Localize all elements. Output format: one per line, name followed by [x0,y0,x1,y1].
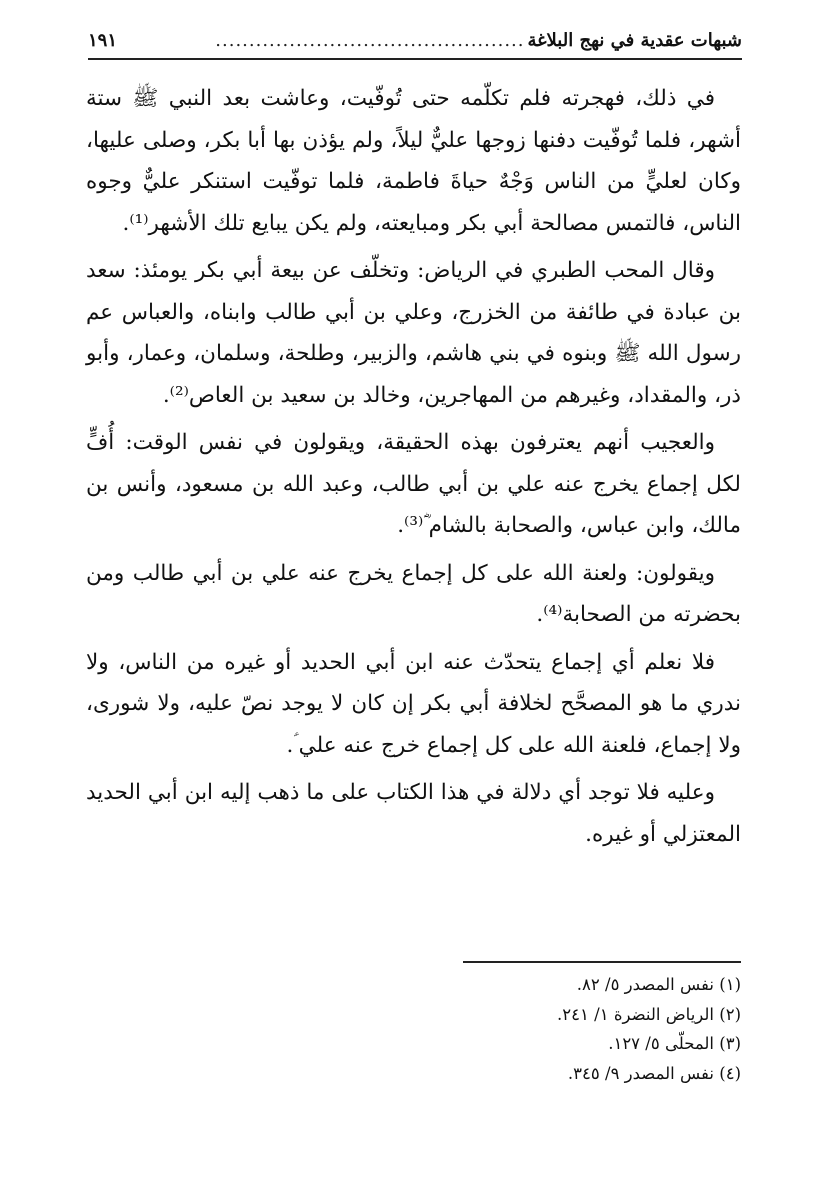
paragraph: وقال المحب الطبري في الرياض: وتخلّف عن بيعة أبي بكر يومئذ: سعد بن عبادة في طائفة من الخزرج، وعلي بن أبي طالب وابناه، والعباس عم رسول الله ﷺ وبنوه في بني هاشم، والزبير، وطلحة، وسلمان، وعمار، وأبو ذر، والمقداد، وغيرهم من المهاجرين، وخالد بن سعيد بن العاص⁽²⁾. [86,258,741,408]
header-dot-leader: .............................................. [215,30,525,51]
footnote-separator [463,961,741,963]
footnote: (١) نفس المصدر ٥/ ٨٢. [576,975,741,994]
header-rule [88,58,742,60]
header-title: شبهات عقدية في نهج البلاغة [527,30,742,51]
paragraph: ويقولون: ولعنة الله على كل إجماع يخرج عنه علي بن أبي طالب ومن بحضرته من الصحابة⁽⁴⁾. [86,560,741,627]
paragraph: فلا نعلم أي إجماع يتحدّث عنه ابن أبي الحديد أو غيره من الناس، ولا ندري ما هو المصحَّح لخلافة أبي بكر إن كان لا يوجد نصّ عليه، ولا شورى، ولا إجماع، فلعنة الله على كل إجماع خرج عنه علي ؑ. [86,649,741,758]
body-text [86,78,741,861]
paragraph: في ذلك، فهجرته فلم تكلّمه حتى تُوفّيت، وعاشت بعد النبي ﷺ ستة أشهر، فلما تُوفّيت دفنها زوجها عليٌّ ليلاً، ولم يؤذن بها أبا بكر، وصلى عليها، وكان لعليٍّ من الناس وَجْهٌ حياةَ فاطمة، فلما توفّيت استنكر عليٌّ وجوه الناس، فالتمس مصالحة أبي بكر ومبايعته، ولم يكن يبايع تلك الأشهر⁽¹⁾. [86,86,741,236]
footnote: (٤) نفس المصدر ٩/ ٣٤٥. [567,1063,741,1083]
footnotes [300,970,741,1088]
paragraph: والعجيب أنهم يعترفون بهذه الحقيقة، ويقولون في نفس الوقت: أُفٍّ لكل إجماع يخرج عنه علي بن أبي طالب، وعبد الله بن مسعود، وأنس بن مالك، وابن عباس، والصحابة بالشام ؓ⁽³⁾. [86,430,741,538]
page-number: ١٩١ [88,30,118,51]
running-header [88,30,742,51]
footnote: (٢) الرياض النضرة ١/ ٢٤١. [557,1004,741,1024]
paragraph: وعليه فلا توجد أي دلالة في هذا الكتاب على ما ذهب إليه ابن أبي الحديد المعتزلي أو غيره. [86,780,741,847]
footnote: (٣) المحلّى ٥/ ١٢٧. [608,1034,741,1053]
